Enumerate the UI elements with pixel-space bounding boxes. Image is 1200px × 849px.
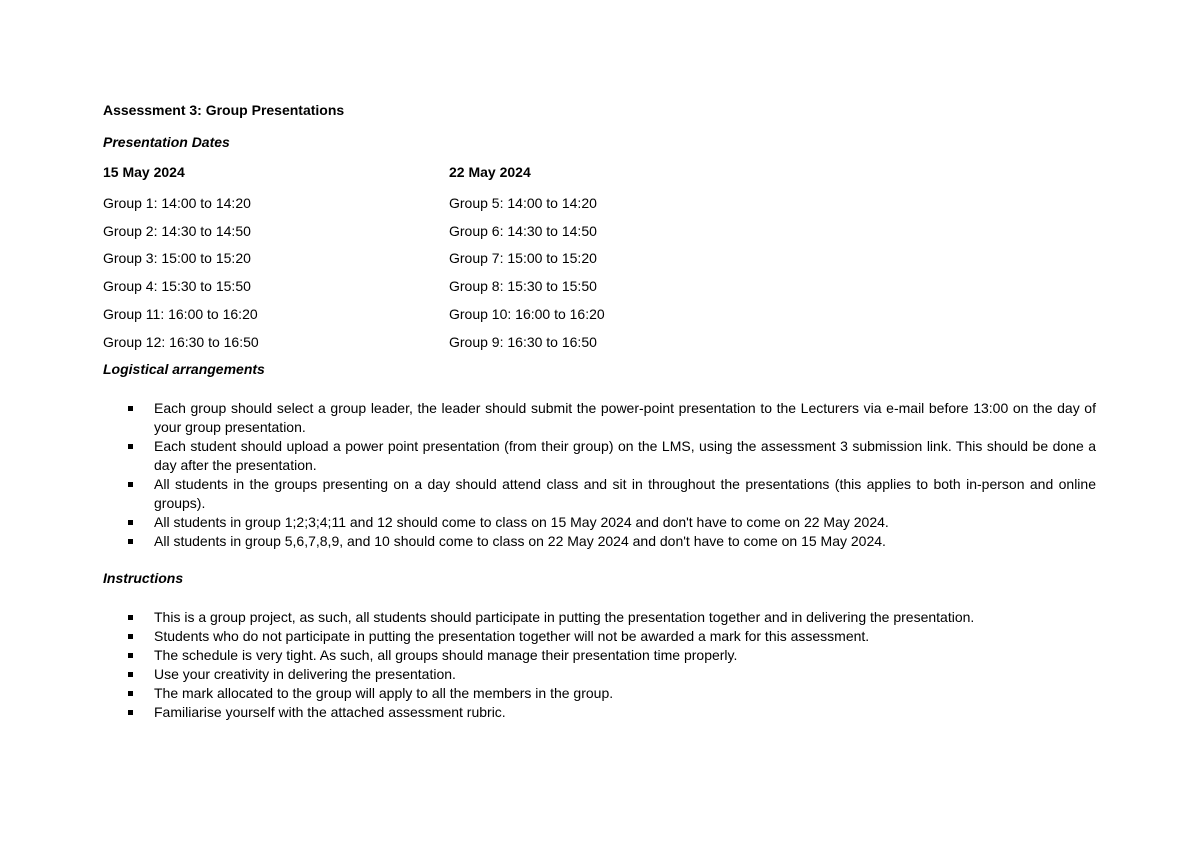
bullet-icon [128,691,133,696]
schedule-slot: Group 3: 15:00 to 15:20 [103,250,251,266]
document-title: Assessment 3: Group Presentations [103,102,345,118]
list-item [128,608,1096,627]
list-item [128,665,1096,684]
list-item-text: All students in the groups presenting on a day should attend class and sit in throughout the presentations (this applies to both in-person and online groups). [154,476,1096,511]
instructions-list [128,608,1096,722]
bullet-icon [128,444,133,449]
list-item-text: Familiarise yourself with the attached assessment rubric. [154,704,506,720]
list-item [128,627,1096,646]
list-item-text: This is a group project, as such, all students should participate in putting the presentation together and in delivering the presentation. [154,609,975,625]
list-item-text: Use your creativity in delivering the presentation. [154,666,456,682]
list-item-text: All students in group 5,6,7,8,9, and 10 should come to class on 22 May 2024 and don't have to come on 15 May 2024. [154,533,886,549]
schedule-slot: Group 6: 14:30 to 14:50 [449,223,597,239]
bullet-icon [128,615,133,620]
list-item-text: Each group should select a group leader, the leader should submit the power-point presentation to the Lecturers via e-mail before 13:00 on the day of your group presentation. [154,400,1096,435]
bullet-icon [128,406,133,411]
bullet-icon [128,520,133,525]
schedule-slot: Group 1: 14:00 to 14:20 [103,195,251,211]
schedule-slot: Group 9: 16:30 to 16:50 [449,334,597,350]
schedule-slot: Group 5: 14:00 to 14:20 [449,195,597,211]
list-item-text: The mark allocated to the group will apply to all the members in the group. [154,685,614,701]
list-item-text: The schedule is very tight. As such, all groups should manage their presentation time properly. [154,647,738,663]
bullet-icon [128,672,133,677]
schedule-slot: Group 7: 15:00 to 15:20 [449,250,597,266]
logistics-list [128,399,1096,551]
list-item-text: Students who do not participate in putting the presentation together will not be awarded a mark for this assessment. [154,628,870,644]
list-item [128,437,1096,475]
list-item-text: Each student should upload a power point presentation (from their group) on the LMS, using the assessment 3 submission link. This should be done a day after the presentation. [154,438,1096,473]
date-column-header-1: 15 May 2024 [103,164,185,180]
list-item [128,532,1096,551]
bullet-icon [128,482,133,487]
schedule-slot: Group 8: 15:30 to 15:50 [449,278,597,294]
schedule-slot: Group 10: 16:00 to 16:20 [449,306,605,322]
list-item [128,399,1096,437]
list-item [128,684,1096,703]
list-item-text: All students in group 1;2;3;4;11 and 12 should come to class on 15 May 2024 and don't have to come on 22 May 2024. [154,514,889,530]
date-column-header-2: 22 May 2024 [449,164,531,180]
schedule-slot: Group 4: 15:30 to 15:50 [103,278,251,294]
schedule-slot: Group 12: 16:30 to 16:50 [103,334,259,350]
schedule-slot: Group 11: 16:00 to 16:20 [103,306,258,322]
bullet-icon [128,539,133,544]
list-item [128,703,1096,722]
bullet-icon [128,634,133,639]
bullet-icon [128,710,133,715]
schedule-slot: Group 2: 14:30 to 14:50 [103,223,251,239]
instructions-heading: Instructions [103,570,184,586]
bullet-icon [128,653,133,658]
list-item [128,646,1096,665]
list-item [128,475,1096,513]
list-item [128,513,1096,532]
presentation-dates-heading: Presentation Dates [103,134,230,150]
logistics-heading: Logistical arrangements [103,361,265,377]
